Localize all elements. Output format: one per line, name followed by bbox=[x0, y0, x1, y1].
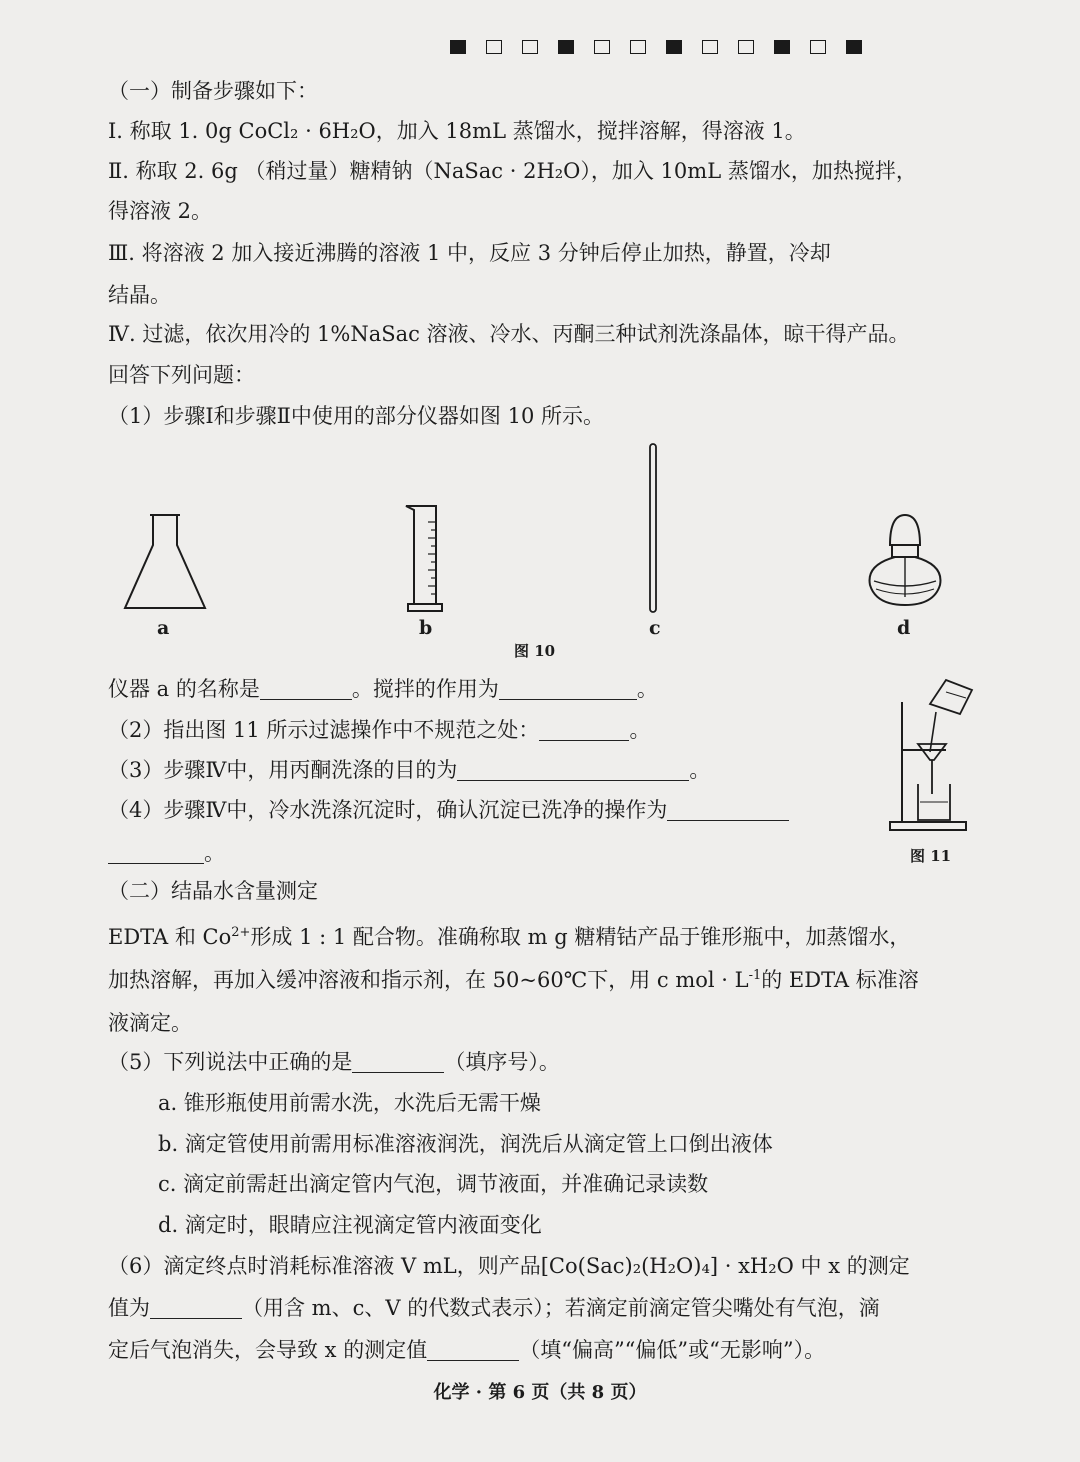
p2-sup: -1 bbox=[748, 968, 762, 983]
step-3-line1: Ⅲ. 将溶液 2 加入接近沸腾的溶液 1 中，反应 3 分钟后停止加热，静置，冷却 bbox=[108, 241, 831, 265]
question-6-line2 bbox=[108, 1293, 880, 1323]
mark-filled bbox=[450, 40, 466, 54]
question-6-line1: （6）滴定终点时消耗标准溶液 V mL，则产品[Co(Sac)₂(H₂O)₄] · xH₂O 中 x 的测定 bbox=[108, 1254, 910, 1278]
figure-10-caption: 图 10 bbox=[514, 642, 556, 660]
erlenmeyer-flask-figure bbox=[120, 505, 210, 615]
page-footer: 化学 · 第 6 页（共 8 页） bbox=[433, 1382, 647, 1403]
mark-open bbox=[738, 40, 754, 54]
q3-end: 。 bbox=[689, 758, 711, 782]
filtration-setup-figure bbox=[888, 672, 978, 842]
q6-line3-post: （填“偏高”“偏低”或“无影响”）。 bbox=[519, 1338, 826, 1362]
wash-check-blank-2[interactable] bbox=[108, 841, 204, 864]
stirring-purpose-blank[interactable] bbox=[499, 677, 637, 700]
option-b: b. 滴定管使用前需用标准溶液润洗，润洗后从滴定管上口倒出液体 bbox=[158, 1132, 773, 1156]
mark-open bbox=[594, 40, 610, 54]
filtration-issue-blank[interactable] bbox=[539, 718, 629, 741]
option-c: c. 滴定前需赶出滴定管内气泡，调节液面，并准确记录读数 bbox=[158, 1172, 709, 1196]
mark-open bbox=[522, 40, 538, 54]
step-3-line2: 结晶。 bbox=[108, 283, 171, 307]
glass-rod-figure bbox=[646, 440, 662, 615]
mark-open bbox=[810, 40, 826, 54]
p2-pre: 加热溶解，再加入缓冲溶液和指示剂，在 50~60℃下，用 c mol · L bbox=[108, 968, 749, 992]
correct-option-blank[interactable] bbox=[352, 1050, 444, 1073]
q4-text: （4）步骤Ⅳ中，冷水洗涤沉淀时，确认沉淀已洗净的操作为 bbox=[108, 798, 668, 822]
acetone-purpose-blank[interactable] bbox=[457, 758, 689, 781]
q4-end: 。 bbox=[204, 841, 225, 865]
question-3 bbox=[108, 755, 710, 785]
step-4: Ⅳ. 过滤，依次用冷的 1%NaSac 溶液、冷水、丙酮三种试剂洗涤晶体，晾干得产品。 bbox=[108, 322, 910, 346]
mark-filled bbox=[774, 40, 790, 54]
mark-filled bbox=[846, 40, 862, 54]
section2-paragraph-line1 bbox=[108, 922, 910, 952]
option-a: a. 锥形瓶使用前需水洗，水洗后无需干燥 bbox=[158, 1091, 541, 1115]
section2-paragraph-line3: 液滴定。 bbox=[108, 1011, 192, 1035]
figure-label-a: a bbox=[157, 617, 170, 639]
step-1: Ⅰ. 称取 1. 0g CoCl₂ · 6H₂O，加入 18mL 蒸馏水，搅拌溶解，得溶液 1。 bbox=[108, 119, 806, 143]
graduated-cylinder-figure bbox=[400, 500, 450, 615]
p2-post: 的 EDTA 标准溶 bbox=[761, 968, 919, 992]
section2-paragraph-line2 bbox=[108, 965, 919, 995]
figure-label-d: d bbox=[897, 617, 911, 639]
q1-part-a-text: 仪器 a 的名称是 bbox=[108, 677, 260, 701]
x-effect-blank[interactable] bbox=[427, 1338, 519, 1361]
mark-filled bbox=[558, 40, 574, 54]
p1-pre: EDTA 和 Co bbox=[108, 925, 232, 949]
q2-text: （2）指出图 11 所示过滤操作中不规范之处： bbox=[108, 718, 540, 742]
step-2-line1: Ⅱ. 称取 2. 6g （稍过量）糖精钠（NaSac · 2H₂O），加入 10mL 蒸馏水，加热搅拌， bbox=[108, 159, 917, 183]
q6-line2-pre: 值为 bbox=[108, 1296, 150, 1320]
option-d: d. 滴定时，眼睛应注视滴定管内液面变化 bbox=[158, 1213, 542, 1237]
q6-line2-post: （用含 m、c、V 的代数式表示）；若滴定前滴定管尖嘴处有气泡，滴 bbox=[242, 1296, 880, 1320]
question-6-line3 bbox=[108, 1335, 825, 1365]
question-4-continued bbox=[108, 838, 225, 868]
question-1-text: （1）步骤Ⅰ和步骤Ⅱ中使用的部分仪器如图 10 所示。 bbox=[108, 404, 605, 428]
question-2 bbox=[108, 715, 650, 745]
p1-sup: 2+ bbox=[231, 925, 251, 940]
q1-end: 。 bbox=[636, 677, 658, 701]
x-expression-blank[interactable] bbox=[150, 1296, 242, 1319]
alcohol-lamp-figure bbox=[860, 505, 950, 615]
figure-label-c: c bbox=[649, 617, 661, 639]
step-2-line2: 得溶液 2。 bbox=[108, 199, 213, 223]
p1-post: 形成 1 : 1 配合物。准确称取 m g 糖精钴产品于锥形瓶中，加蒸馏水， bbox=[250, 925, 911, 949]
q2-end: 。 bbox=[629, 718, 651, 742]
mark-open bbox=[630, 40, 646, 54]
registration-marks bbox=[450, 40, 862, 54]
wash-check-blank-1[interactable] bbox=[667, 798, 789, 821]
mark-open bbox=[702, 40, 718, 54]
answer-prompt: 回答下列问题： bbox=[108, 363, 255, 387]
question-5 bbox=[108, 1047, 560, 1077]
instrument-name-blank[interactable] bbox=[260, 677, 352, 700]
q1-part-b-text: 。搅拌的作用为 bbox=[351, 677, 499, 701]
q3-text: （3）步骤Ⅳ中，用丙酮洗涤的目的为 bbox=[108, 758, 458, 782]
mark-filled bbox=[666, 40, 682, 54]
section1-heading: （一）制备步骤如下： bbox=[108, 79, 318, 103]
question-4 bbox=[108, 795, 789, 825]
mark-open bbox=[486, 40, 502, 54]
q5-text: （5）下列说法中正确的是 bbox=[108, 1050, 353, 1074]
section2-heading: （二）结晶水含量测定 bbox=[108, 879, 318, 903]
q6-line3-pre: 定后气泡消失，会导致 x 的测定值 bbox=[108, 1338, 428, 1362]
figure-label-b: b bbox=[419, 617, 433, 639]
figure-11-caption: 图 11 bbox=[910, 847, 952, 865]
q5-suffix: （填序号）。 bbox=[444, 1050, 560, 1074]
question-1-answers bbox=[108, 674, 658, 704]
